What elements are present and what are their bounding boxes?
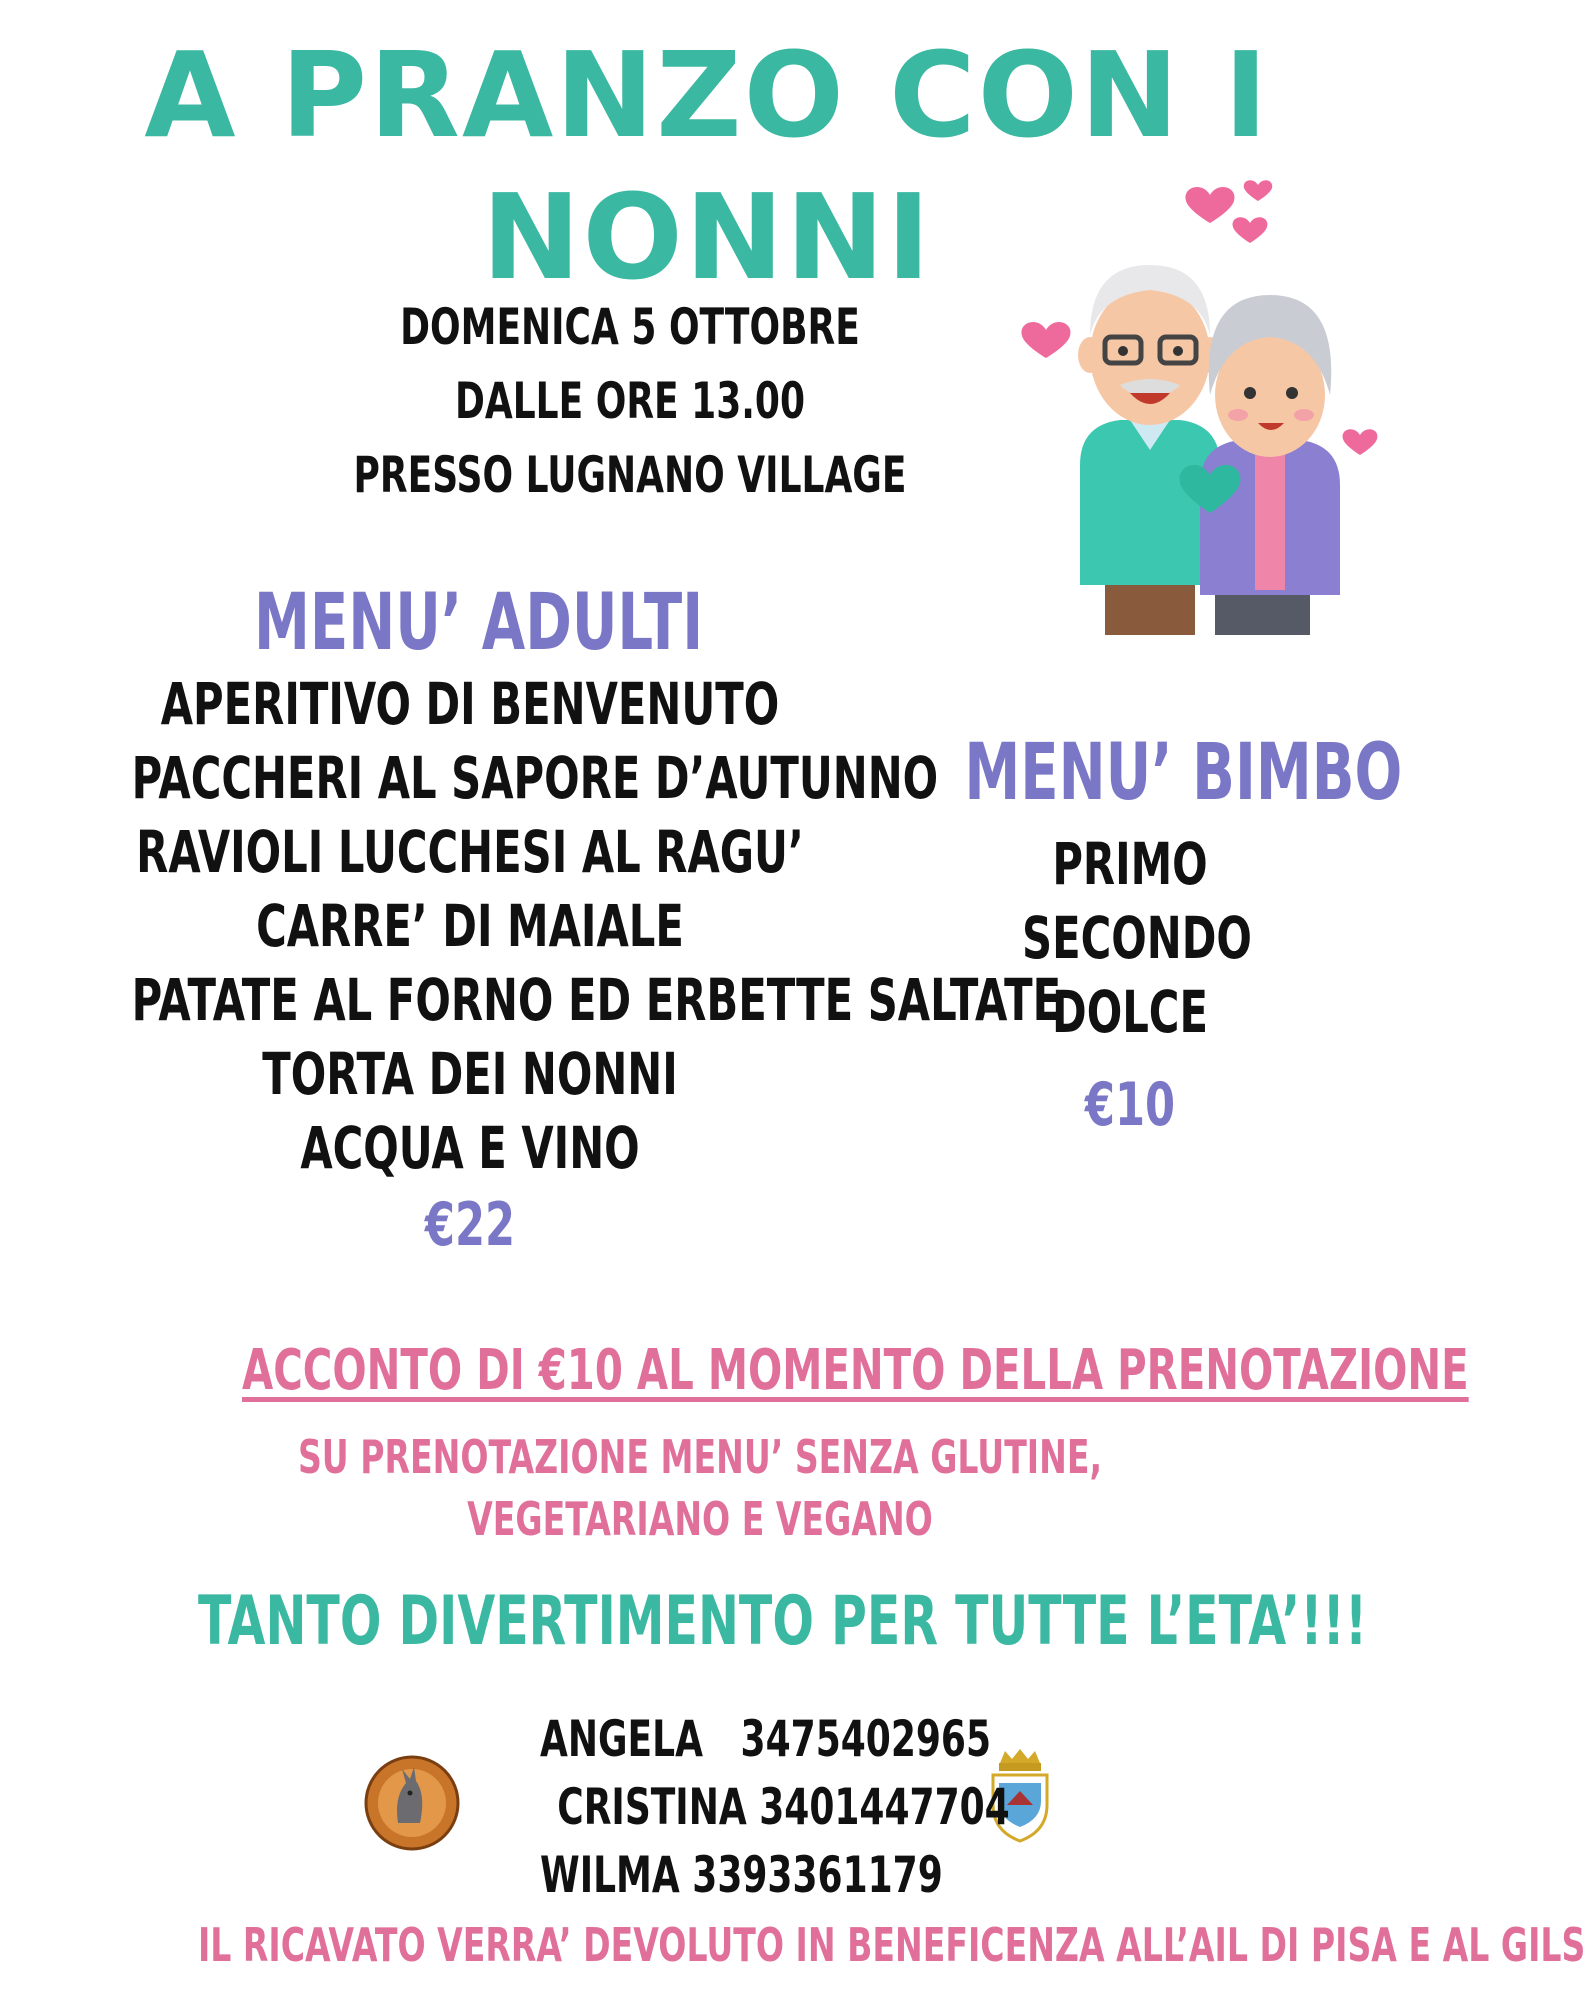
menu-adulti-item: TORTA DEI NONNI xyxy=(262,1040,678,1108)
contact-name: WILMA xyxy=(540,1846,680,1904)
menu-bimbo-item: PRIMO xyxy=(1052,830,1208,898)
contact-phone[interactable]: 3475402965 xyxy=(740,1710,992,1768)
title-line-1: A PRANZO CON I xyxy=(144,26,1270,164)
menu-adulti-item: PACCHERI AL SAPORE D’AUTUNNO xyxy=(131,744,939,812)
event-place: PRESSO LUGNANO VILLAGE xyxy=(353,446,907,504)
special-menu-line-2: VEGETARIANO E VEGANO xyxy=(467,1492,933,1546)
contact-phone[interactable]: 3393361179 xyxy=(692,1846,943,1904)
menu-adulti-item: APERITIVO DI BENVENUTO xyxy=(160,670,780,738)
menu-bimbo-item: DOLCE xyxy=(1052,978,1208,1046)
contact-name: CRISTINA xyxy=(557,1778,747,1836)
fun-tagline: TANTO DIVERTIMENTO PER TUTTE L’ETA’!!! xyxy=(197,1582,1368,1661)
donkey-logo xyxy=(364,1755,460,1851)
menu-adulti-item: RAVIOLI LUCCHESI AL RAGU’ xyxy=(136,818,804,886)
menu-adulti-item: PATATE AL FORNO ED ERBETTE SALTATE xyxy=(131,966,1062,1034)
special-menu-line-1: SU PRENOTAZIONE MENU’ SENZA GLUTINE, xyxy=(297,1430,1103,1484)
deposit-note: ACCONTO DI €10 AL MOMENTO DELLA PRENOTAZIONE xyxy=(241,1338,1469,1403)
menu-adulti-item: ACQUA E VINO xyxy=(300,1114,640,1182)
title-line-2: NONNI xyxy=(481,168,933,306)
charity-footer: IL RICAVATO VERRA’ DEVOLUTO IN BENEFICENZA ALL’AIL DI PISA E AL GILS xyxy=(197,1918,1585,1972)
contact-row xyxy=(540,1778,1010,1846)
menu-bimbo-item: SECONDO xyxy=(1022,904,1252,972)
menu-bimbo-heading: MENU’ BIMBO xyxy=(964,728,1403,818)
menu-bimbo-price: €10 xyxy=(1084,1070,1176,1140)
grandparents-illustration xyxy=(1010,165,1390,635)
contact-row xyxy=(540,1846,943,1914)
menu-adulti-item: CARRE’ DI MAIALE xyxy=(256,892,684,960)
contact-name: ANGELA xyxy=(540,1710,703,1768)
event-date: DOMENICA 5 OTTOBRE xyxy=(400,298,860,356)
menu-adulti-price: €22 xyxy=(424,1190,516,1260)
event-time: DALLE ORE 13.00 xyxy=(454,372,806,430)
contact-row xyxy=(540,1710,992,1778)
contacts-list xyxy=(470,1710,1010,1914)
menu-adulti-heading: MENU’ ADULTI xyxy=(253,578,704,668)
contact-phone[interactable]: 3401447704 xyxy=(759,1778,1010,1836)
menu-adulti-list xyxy=(0,670,1062,1188)
menu-bimbo-list xyxy=(980,830,1280,1052)
